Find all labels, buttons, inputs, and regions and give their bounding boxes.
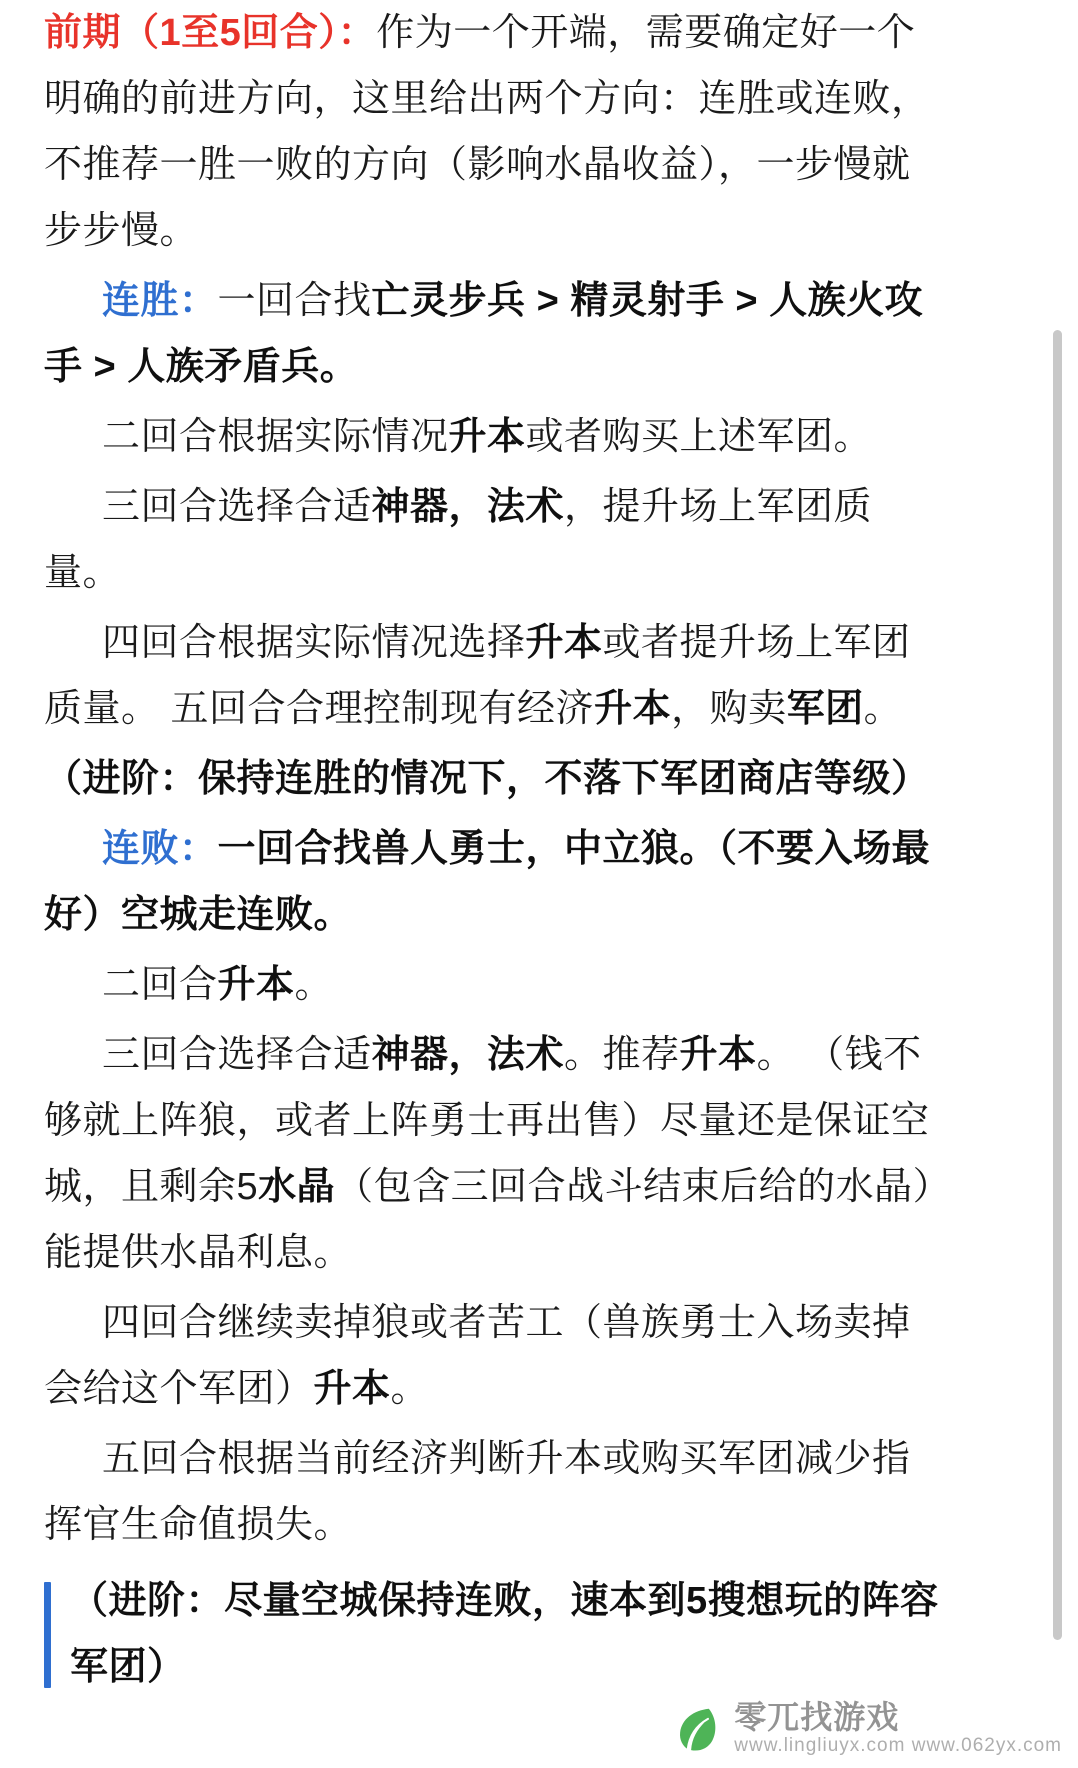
leaf-logo-icon: [670, 1702, 724, 1756]
paragraph-round2-win: [44, 404, 944, 470]
scrollbar-track[interactable]: [1061, 165, 1070, 1475]
round3-lose-text-c: 。 （钱不够就上阵狼，或者上阵勇士再出售）尽量还是保证空城，且剩余5: [44, 1034, 930, 1208]
round2-win-text-b: 或者购买上述军团。: [525, 416, 873, 458]
round3-win-text-a: 三回合选择合适: [102, 486, 372, 528]
paragraph-losestreak-intro: [44, 816, 944, 948]
scrollbar-thumb[interactable]: [1053, 330, 1062, 1640]
round3-lose-bold-a: 神器，法术: [371, 1034, 565, 1076]
round2-win-text-a: 二回合根据实际情况: [102, 416, 449, 458]
watermark-title: 零兀找游戏: [734, 1699, 900, 1735]
round5-win-text-c: ，购卖: [671, 688, 787, 730]
paragraph-round3-lose: [44, 1022, 944, 1286]
round3-win-text-b: ，提升场上军团质量。: [44, 486, 873, 594]
paragraph-winstreak-intro: [44, 268, 944, 400]
section-heading-early-game: 前期（1至5回合）：: [44, 12, 377, 54]
paragraph-round4-5-win: [44, 610, 944, 742]
losestreak-intro-text: 一回合找兽人勇士，中立狼。（不要入场最好）空城走连败。: [44, 828, 931, 936]
round3-win-bold-a: 神器，法术: [371, 486, 565, 528]
paragraph-opening-text: 作为一个开端，需要确定好一个明确的前进方向，这里给出两个方向：连胜或连败，不推荐一胜一败的方向（影响水晶收益），一步慢就步步慢。: [44, 12, 930, 252]
round3-lose-bold-c: 水晶: [258, 1166, 336, 1208]
paragraph-round4-lose: [44, 1290, 944, 1422]
round5-win-text-d: 。: [863, 688, 903, 730]
round2-lose-bold-a: 升本: [217, 964, 295, 1006]
paragraph-opening: [44, 0, 944, 264]
watermark-url: www.lingliuyx.com www.062yx.com: [734, 1735, 1062, 1756]
round3-lose-text-d: （包含三回合战斗结束后给的水晶）能提供水晶利息。: [44, 1166, 933, 1274]
paragraph-round3-win: [44, 474, 944, 606]
round3-lose-text-a: 三回合选择合适: [102, 1034, 372, 1076]
round4-lose-bold-a: 升本: [313, 1368, 391, 1410]
label-losestreak: 连败：: [102, 828, 218, 870]
winstreak-intro-text: 一回合找: [217, 280, 372, 322]
watermark-text: [734, 1700, 1062, 1758]
round4-lose-text-b: 。: [390, 1368, 430, 1410]
label-winstreak: 连胜：: [102, 280, 218, 322]
paragraph-round2-lose: [44, 952, 944, 1018]
round2-lose-text-b: 。: [294, 964, 334, 1006]
round2-lose-text-a: 二回合: [102, 964, 218, 1006]
round4-lose-text-a: 四回合继续卖掉狼或者苦工（兽族勇士入场卖掉会给这个军团）: [44, 1302, 911, 1410]
round3-lose-text-b: 。推荐: [564, 1034, 680, 1076]
paragraph-advanced-winstreak: （进阶：保持连胜的情况下，不落下军团商店等级）: [44, 758, 930, 800]
winstreak-unit-order: 亡灵步兵 > 精灵射手 > 人族火攻手 > 人族矛盾兵。: [44, 280, 924, 388]
round4-win-bold-a: 升本: [525, 622, 603, 664]
watermark: [670, 1700, 1062, 1758]
round4-win-text-a: 四回合根据实际情况选择: [102, 622, 526, 664]
round2-win-bold-a: 升本: [448, 416, 526, 458]
paragraph-advanced-losestreak: （进阶：尽量空城保持连败，速本到5搜想玩的阵容军团）: [44, 1568, 944, 1700]
paragraph-round5-lose: 五回合根据当前经济判断升本或购买军团减少指挥官生命值损失。: [44, 1438, 911, 1546]
document-content: [44, 0, 944, 1704]
round3-lose-bold-b: 升本: [679, 1034, 757, 1076]
round5-win-bold-b: 升本: [594, 688, 672, 730]
round5-win-bold-c: 军团: [786, 688, 864, 730]
round4-win-text-b: 或者提升场上军团质量。 五回合合理控制现有经济: [44, 622, 911, 730]
